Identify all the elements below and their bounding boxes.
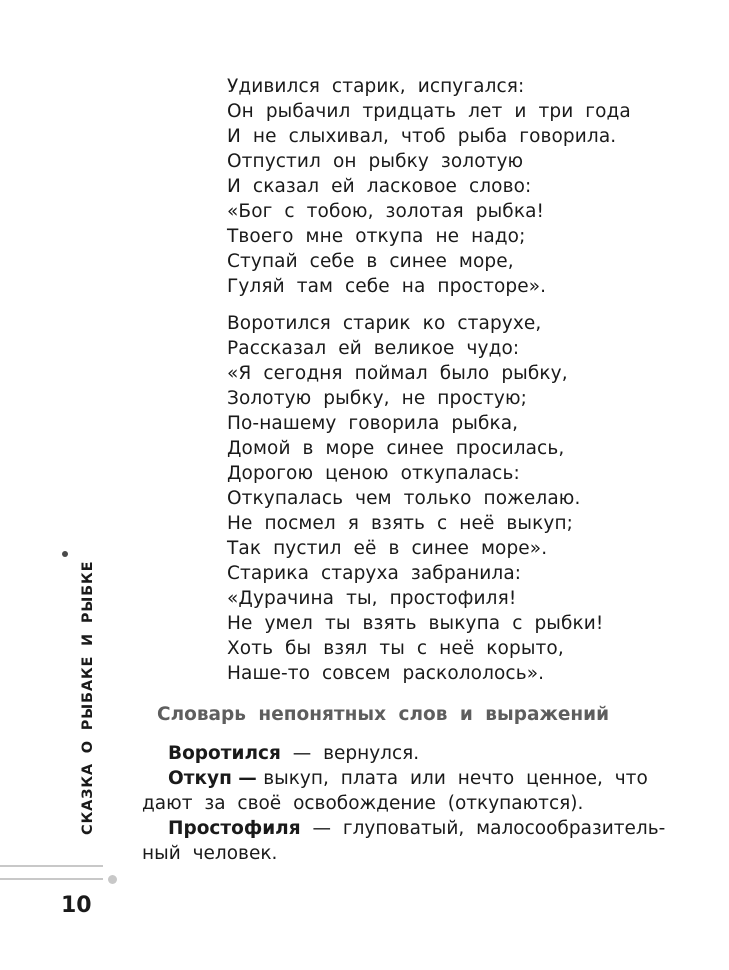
poem-line: Не умел ты взять выкупа с рыбки! bbox=[227, 613, 604, 634]
glossary-dash: — bbox=[231, 768, 264, 789]
glossary-entry bbox=[142, 816, 672, 841]
glossary-term: Простофиля bbox=[168, 818, 301, 839]
poem-line: «Бог с тобою, золотая рыбка! bbox=[227, 201, 545, 222]
poem-stanza-2 bbox=[227, 311, 603, 686]
poem-line: Отпустил он рыбку золотую bbox=[227, 151, 524, 172]
glossary-term: Откуп bbox=[168, 768, 232, 789]
poem-line: «Дурачина ты, простофиля! bbox=[227, 588, 517, 609]
poem-line: Твоего мне откупа не надо; bbox=[227, 226, 526, 247]
poem-line: Дорогою ценою откупалась: bbox=[227, 463, 520, 484]
glossary-definition: вернулся. bbox=[323, 743, 420, 764]
poem-line: Рассказал ей великое чудо: bbox=[227, 338, 520, 359]
poem-line: «Я сегодня поймал было рыбку, bbox=[227, 363, 568, 384]
poem-line: Так пустил её в синее море». bbox=[227, 538, 548, 559]
poem-line: Он рыбачил тридцать лет и три года bbox=[227, 101, 631, 122]
bullet-dot bbox=[62, 551, 68, 557]
glossary-definition: выкуп, плата или нечто ценное, что bbox=[263, 768, 648, 789]
glossary-dash: — bbox=[300, 818, 343, 839]
glossary-dash: — bbox=[280, 743, 324, 764]
poem-line: Удивился старик, испугался: bbox=[227, 76, 525, 97]
poem-line: И сказал ей ласковое слово: bbox=[227, 176, 532, 197]
poem-stanza-1 bbox=[227, 74, 631, 299]
glossary-entry bbox=[142, 741, 672, 766]
running-title: СКАЗКА О РЫБАКЕ И РЫБКЕ bbox=[80, 560, 96, 835]
decorative-dot bbox=[108, 875, 117, 884]
poem-line: Старика старуха забранила: bbox=[227, 563, 522, 584]
glossary-definition: глуповатый, малосообразитель- bbox=[342, 818, 666, 839]
glossary-term: Воротился bbox=[168, 743, 281, 764]
poem-line: Ступай себе в синее море, bbox=[227, 251, 514, 272]
poem-line: Воротился старик ко старухе, bbox=[227, 313, 542, 334]
poem-line: Золотую рыбку, не простую; bbox=[227, 388, 527, 409]
poem-line: Домой в море синее просилась, bbox=[227, 438, 565, 459]
poem-line: Наше-то совсем раскололось». bbox=[227, 663, 545, 684]
glossary-definition-continuation: дают за своё освобождение (откупаются). bbox=[142, 793, 584, 814]
glossary bbox=[142, 741, 672, 866]
poem-line: Не посмел я взять с неё выкуп; bbox=[227, 513, 573, 534]
poem-line: И не слыхивал, чтоб рыба говорила. bbox=[227, 126, 617, 147]
poem-line: Откупалась чем только пожелаю. bbox=[227, 488, 581, 509]
poem-line: Хоть бы взял ты с неё корыто, bbox=[227, 638, 564, 659]
glossary-entry bbox=[142, 766, 672, 791]
page-number: 10 bbox=[61, 893, 92, 918]
poem-line: Гуляй там себе на просторе». bbox=[227, 276, 547, 297]
decorative-rule bbox=[0, 878, 103, 880]
decorative-rule bbox=[0, 865, 103, 867]
glossary-heading: Словарь непонятных слов и выражений bbox=[157, 704, 610, 725]
glossary-definition-continuation: ный человек. bbox=[142, 843, 278, 864]
poem-line: По-нашему говорила рыбка, bbox=[227, 413, 519, 434]
